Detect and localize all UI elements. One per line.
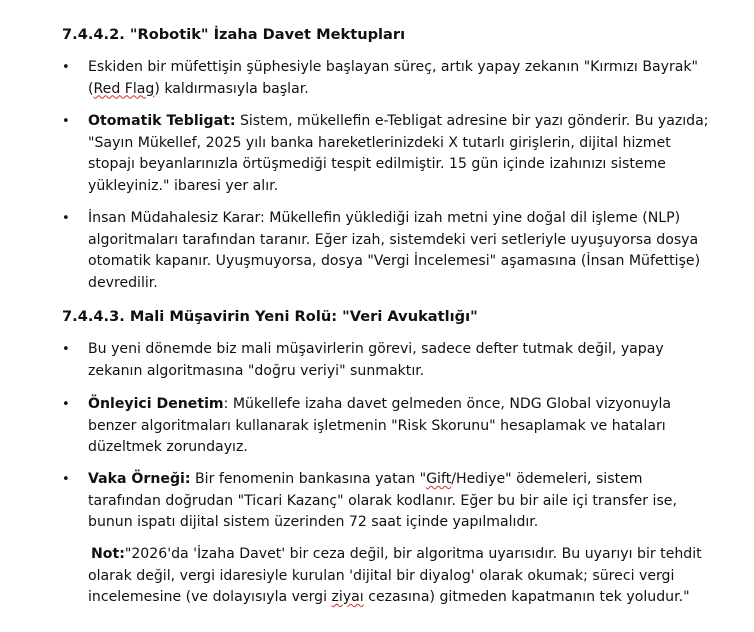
bullet: • xyxy=(62,114,70,129)
list-item xyxy=(62,111,712,197)
list-item xyxy=(62,208,712,294)
bullet: • xyxy=(62,472,70,487)
bullet: • xyxy=(62,342,70,357)
list-item-text: Eskiden bir müfettişin şüphesiyle başlayan süreç, artık yapay zekanın "Kırmızı Bayrak" (Red Flag) kaldırmasıyla başlar. xyxy=(88,59,699,97)
bullet: • xyxy=(62,60,70,75)
section-heading-mali-musavir: 7.4.4.3. Mali Müşavirin Yeni Rolü: "Veri Avukatlığı" xyxy=(62,308,478,325)
list-item-text: Otomatik Tebligat: Sistem, mükellefin e-Tebligat adresine bir yazı gönderir. Bu yazıda; "Sayın Mükellef, 2025 yılı banka hareketlerinizdeki X tutarlı girişlerin, dijital hizmet stopajı beyanlarınızla örtüşmediği tespit edilmiştir. 15 gün içinde izahınızı sisteme yükleyiniz." ibaresi yer alır. xyxy=(88,113,709,194)
list-item xyxy=(62,57,712,100)
item-label: Önleyici Denetim xyxy=(88,396,224,412)
spellcheck-word: Red Flag xyxy=(93,80,155,97)
bullet: • xyxy=(62,397,70,412)
list-item-text: Bu yeni dönemde biz mali müşavirlerin görevi, sadece defter tutmak değil, yapay zekanın algoritmasına "doğru veriyi" sunmaktır. xyxy=(88,341,664,379)
note-label: Not: xyxy=(91,546,125,562)
list-item xyxy=(62,394,712,459)
item-label: Otomatik Tebligat: xyxy=(88,113,236,129)
spellcheck-word: ziyaı xyxy=(331,589,364,605)
list-item-text: İnsan Müdahalesiz Karar: Mükellefin yüklediği izah metni yine doğal dil işleme (NLP) algoritmaları tarafından taranır. Eğer izah, sistemdeki veri setleriyle uyuşuyorsa dosya otomatik kapanır. Uyuşmuyorsa, dosya "Vergi İncelemesi" aşamasına (İnsan Müfettişe) devredilir. xyxy=(88,210,701,291)
item-label: Vaka Örneği: xyxy=(88,471,191,487)
list-item-text: Vaka Örneği: Bir fenomenin bankasına yatan "Gift/Hediye" ödemeleri, sistem tarafından doğrudan "Ticari Kazanç" olarak kodlanır. Eğer bu bir aile içi transfer ise, bunun ispatı dijital sistem üzerinden 72 saat içinde yapılmalıdır. xyxy=(88,471,677,530)
bullet: • xyxy=(62,211,70,226)
section-heading-robotik: 7.4.4.2. "Robotik" İzaha Davet Mektupları xyxy=(62,26,406,43)
note-paragraph: Not:"2026'da 'İzaha Davet' bir ceza değil, bir algoritma uyarısıdır. Bu uyarıyı bir tehdit olarak değil, vergi idaresiyle kurulan 'dijital bir diyalog' olarak okumak; süreci vergi incelemesine (ve dolayısıyla vergi ziyaı cezasına) gitmeden kapatmanın tek yoludur." xyxy=(88,546,702,605)
list-item xyxy=(62,339,712,382)
spellcheck-word: Gift xyxy=(426,471,452,487)
list-item-text: Önleyici Denetim: Mükellefe izaha davet gelmeden önce, NDG Global vizyonuyla benzer algoritmaları kullanarak işletmenin "Risk Skorunu" hesaplamak ve hataları düzeltmek zorundayız. xyxy=(88,396,671,455)
list-item xyxy=(62,469,712,534)
